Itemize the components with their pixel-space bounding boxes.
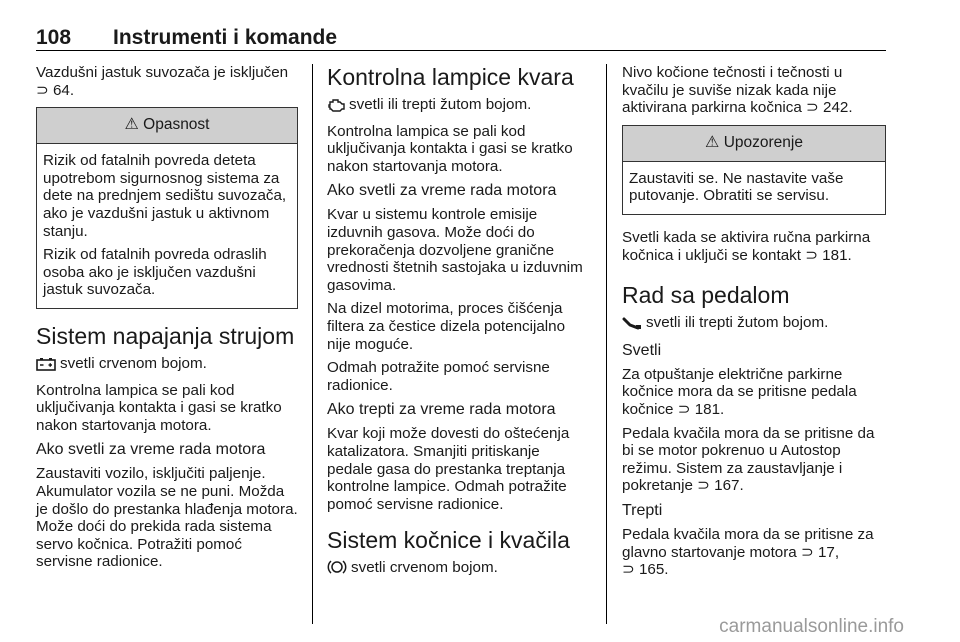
danger-box-header: ⚠ Opasnost xyxy=(37,108,297,144)
danger-text-1: Rizik od fatalnih povreda deteta upotrebom sigurnosnog sistema za dete na prednjem sedištu suvozača, ako je vazdušni jastuk u aktivnom stanju. xyxy=(43,152,287,240)
lit-text-1: Kvar u sistemu kontrole emisije izduvnih gasova. Može doći do prekoračenja dozvoljene granične vrednosti štetnih sastojaka u izduvnim gasovima. xyxy=(327,206,583,294)
parking-brake-text: Svetli kada se aktivira ručna parkirna kočnica i uključi se kontakt ⊃ 181. xyxy=(622,228,871,264)
page-reference-icon: ⊃ xyxy=(805,246,818,264)
warning-triangle-icon: ⚠ xyxy=(705,133,720,151)
danger-text-2: Rizik od fatalnih povreda odraslih osoba ako je isključen vazdušni jastuk suvozača. xyxy=(43,246,267,299)
caution-box xyxy=(622,125,886,215)
pedal-status-text: svetli ili trepti žutom bojom. xyxy=(622,314,886,335)
page-reference-icon: ⊃ xyxy=(36,81,49,99)
warning-triangle-icon: ⚠ xyxy=(124,116,139,134)
brake-warning-icon xyxy=(327,559,347,580)
pedal-lit-text: Za otpuštanje električne parkirne kočnice mora da se pritisne pedala kočnice ⊃ 181. xyxy=(622,365,857,418)
battery-icon xyxy=(36,357,56,376)
page-reference-icon: ⊃ xyxy=(801,543,814,561)
header-rule xyxy=(36,50,886,51)
pedal-flash-text: Pedala kvačila mora da se pritisne za glavno startovanje motora ⊃ 17, ⊃ 165. xyxy=(622,525,874,579)
danger-box xyxy=(36,107,298,309)
page-title: Instrumenti i komande xyxy=(113,26,338,49)
lit-text-2: Na dizel motorima, proces čišćenja filtera za čestice dizela potencijalno nije moguće. xyxy=(327,300,566,353)
power-status-text: svetli crvenom bojom. xyxy=(36,355,298,376)
pedal-flash-heading: Trepti xyxy=(622,501,663,519)
page-reference-icon: ⊃ xyxy=(677,400,691,418)
watermark: carmanualsonline.info xyxy=(719,616,904,637)
column-divider xyxy=(312,64,313,624)
malfunction-desc: Kontrolna lampica se pali kod uključivanja kontakta i gasi se kratko nakon startovanja motora. xyxy=(327,122,573,175)
malfunction-heading: Kontrolna lampice kvara xyxy=(327,64,574,90)
brake-clutch-heading: Sistem kočnice i kvačila xyxy=(327,527,570,554)
while-running-heading: Ako svetli za vreme rada motora xyxy=(36,441,266,459)
flash-heading: Ako trepti za vreme rada motora xyxy=(327,401,556,419)
page-reference-icon: ⊃ xyxy=(806,99,819,117)
pedal-heading: Rad sa pedalom xyxy=(622,282,790,309)
page-reference-icon: ⊃ xyxy=(622,561,635,579)
page-reference-icon: ⊃ xyxy=(697,477,710,495)
pedal-icon xyxy=(622,316,642,335)
page-number: 108 xyxy=(36,26,72,49)
column-divider xyxy=(606,64,607,624)
power-desc: Kontrolna lampica se pali kod uključivanja kontakta i gasi se kratko nakon startovanja motora. xyxy=(36,381,282,434)
caution-box-header: ⚠ Upozorenje xyxy=(623,126,885,162)
column-3 xyxy=(622,64,886,585)
flash-desc: Kvar koji može dovesti do oštećenja katalizatora. Smanjiti pritiskanje pedale gasa do prestanka treptanja kontrolne lampice. Odmah potražite pomoć servisne radionice. xyxy=(327,425,570,513)
lit-text-3: Odmah potražite pomoć servisne radionice. xyxy=(327,359,550,394)
power-system-heading: Sistem napajanja strujom xyxy=(36,322,295,349)
lit-heading: Ako svetli za vreme rada motora xyxy=(327,182,557,200)
running-desc: Zaustaviti vozilo, isključiti paljenje. Akumulator vozila se ne puni. Možda je došlo do prestanka hlađenja motora. Može doći do prekida rada sistema servo kočnica. Potražiti pomoć servisne radionice. xyxy=(36,465,298,571)
column-2 xyxy=(327,64,589,586)
brake-status-text: svetli crvenom bojom. xyxy=(327,559,589,580)
fluid-level-text: Nivo kočione tečnosti i tečnosti u kvačilu je suviše nizak kada nije aktivirana parkirna kočnica ⊃ 242. xyxy=(622,64,853,117)
pedal-lit-text-2: Pedala kvačila mora da se pritisne da bi se motor pokrenuo u Autostop režimu. Sistem za zaustavljanje i pokretanje ⊃ 167. xyxy=(622,424,875,495)
page-header xyxy=(36,26,886,56)
caution-text: Zaustaviti se. Ne nastavite vaše putovanje. Obratiti se servisu. xyxy=(629,169,844,205)
engine-icon xyxy=(327,98,345,117)
column-1 xyxy=(36,64,298,577)
pedal-lit-heading: Svetli xyxy=(622,341,662,359)
airbag-off-text: Vazdušni jastuk suvozača je isključen ⊃ 64. xyxy=(36,64,289,99)
malfunction-status-text: svetli ili trepti žutom bojom. xyxy=(327,96,589,117)
